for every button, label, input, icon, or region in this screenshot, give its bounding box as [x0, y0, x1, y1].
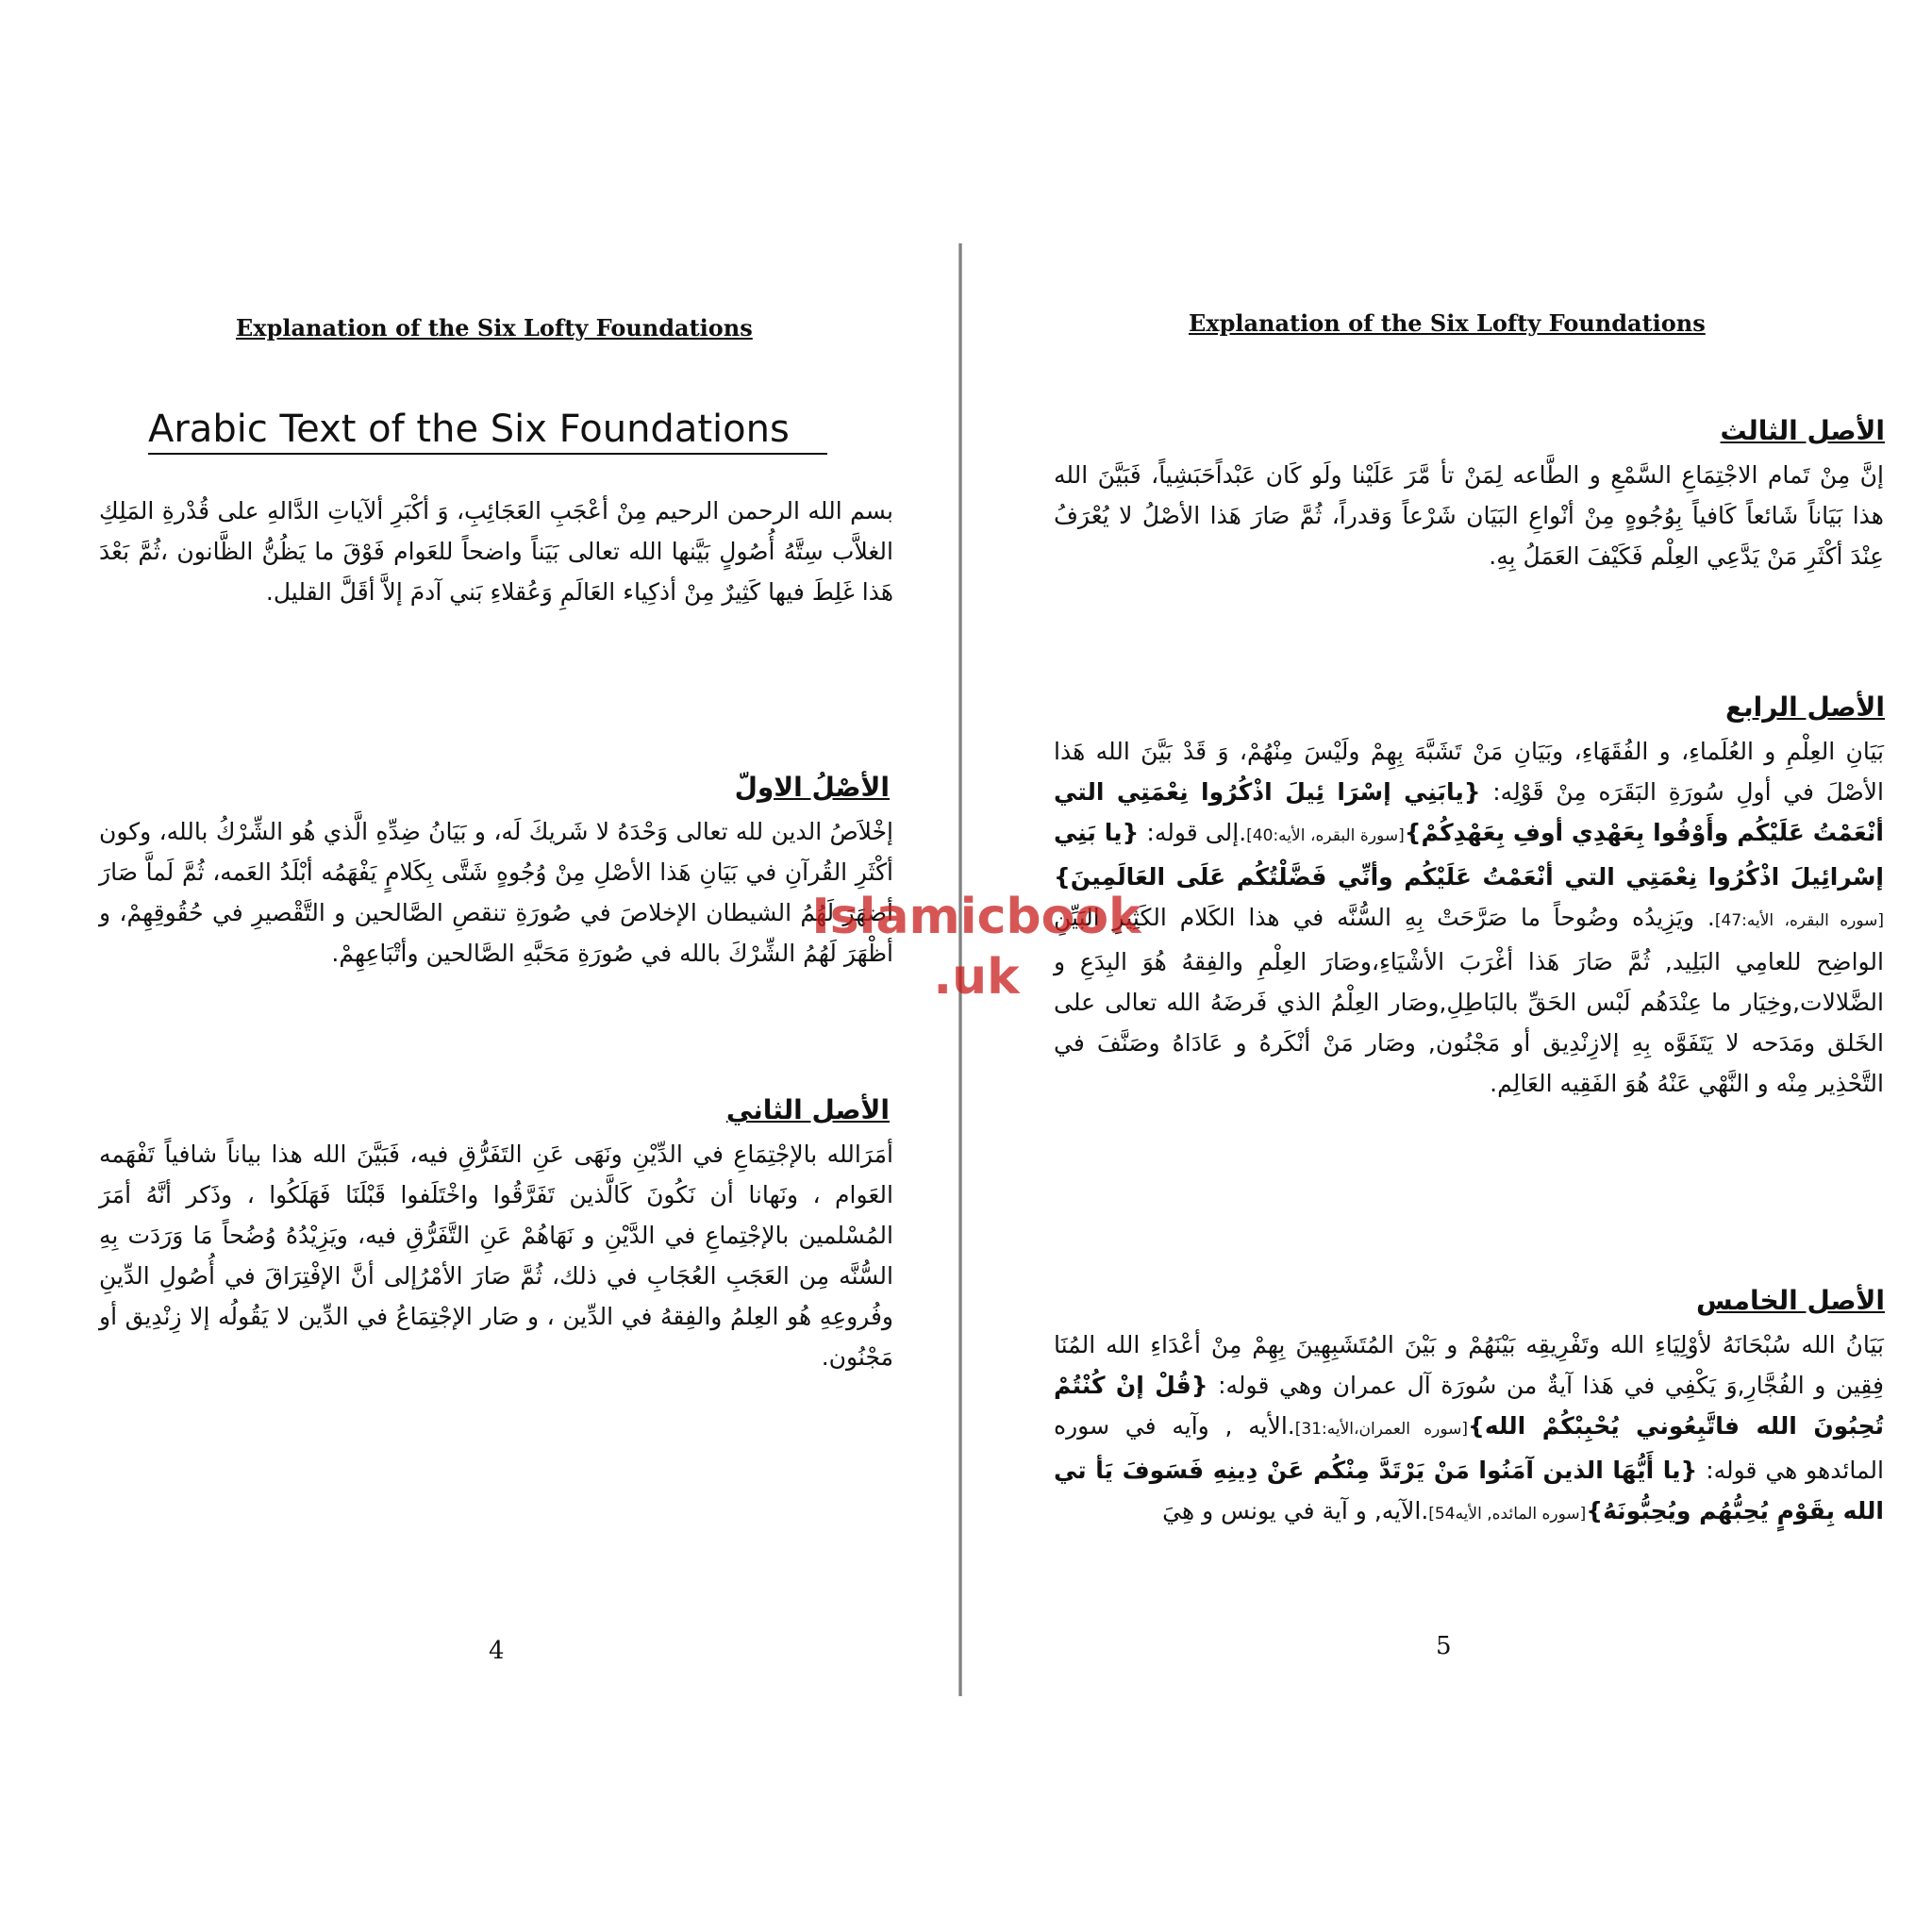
fourth-text-part1: بَيَانِ العِلْمِ و العُلَماءِ، و الفُقَهَاءِ، وبَيَانِ مَنْ تَشَبَّهَ بِهِمْ ولَيْسَ مِنْهُمْ، وَ قَدْ بَيَّنَ الله هَذا الأصْلَ في أولِ سُورَةِ البَقَرَه مِنْ قَوْلِه:: [1054, 738, 1885, 806]
page-number-left: 4: [489, 1637, 505, 1665]
fourth-text-part3: . ويَزِيدُه وضُوحاً ما صَرَّحَتْ بِهِ السُّنَّه في هذا الكَلام الكَثِيرِ البَيِّنِ الواضِح للعامِي البَلِيد, ثُمَّ صَارَ هَذا أغْرَبَ الأشْيَاءِ،وصَارَ العِلْمِ والفِقهُ هُوَ البِدَعِ و الضَّلالات,وخِيَار ما عِنْدَهُم لَبْس الحَقِّ بالبَاطِلِ,وصَار العِلْمُ الذي فَرضَهُ الله تعالى على الخَلق ومَدَحه لا يَتَفَوَّه بِهِ إلازِنْدِيق أو مَجْنُون, وصَار مَنْ أنْكَرهُ و عَادَاهُ وصَنَّفَ في التَّحْذِير مِنْه و النَّهْي عَنْهُ هُوَ الفَقِيه العَالِم.: [1054, 904, 1884, 1097]
quran-verse: {يا بَنِي إسْرائِيلَ اذْكُرُوا نِعْمَتِي التي أنْعَمْتُ عَلَيْكُم وأنِّي فَضَّلْتُكُم عَلَى العَالَمِينَ}: [1054, 819, 1884, 891]
fifth-text-part3: .الآيه, و آية في يونس و هِيَ: [1162, 1497, 1429, 1524]
right-page-header: Explanation of the Six Lofty Foundations: [1189, 309, 1706, 337]
watermark-line2: .uk: [933, 949, 1020, 1006]
watermark-line1: Islamicbook: [811, 889, 1141, 945]
verse-reference: [سورة البقره، الأيه:40]: [1246, 826, 1405, 845]
fifth-text-part1: بَيَانُ الله سُبْحَانَهُ لأوْلِيَاءِ الله وتَفْرِيقِه بَيْنَهُمْ و بَيْنَ المُتَشَبِهِينَ بِهِمْ مِنْ أعْدَاءِ الله المُنَا فِقِين و الفُجَّارِ,وَ يَكْفِي في هَذا آيةٌ من سُورَة آل عمران وهي قوله:: [1054, 1331, 1884, 1399]
book-spine: [958, 243, 962, 1696]
section-heading-third: الأصل الثالث: [1720, 415, 1885, 446]
section-text-third: إنَّ مِنْ تَمام الاجْتِمَاعِ السَّمْعِ و الطَّاعه لِمَنْ تأ مَّرَ عَلَيْنا ولَو كَان عَبْداًحَبَشِياً، فَبَيَّنَ الله هذا بَيَاناً شَائعاً كَافياً بِوُجُوهٍ مِنْ أنْواعِ البَيَان شَرْعاً وَقدراً، ثُمَّ صَارَ هَذا الأصْلُ لا يُعْرَفُ عِنْدَ أكْثَرِ مَنْ يَدَّعِي العِلْم فَكَيْفَ العَمَلُ بِهِ.: [1054, 461, 1884, 570]
section-text-fourth: [1054, 731, 1884, 1104]
page-number-right: 5: [1436, 1632, 1452, 1660]
verse-reference: [سوره المائده, الأيه54]: [1428, 1505, 1587, 1524]
section-heading-fourth: الأصل الرابع: [1724, 691, 1885, 723]
section-heading-fifth: الأصل الخامس: [1696, 1285, 1885, 1316]
page-title: Arabic Text of the Six Foundations: [148, 408, 827, 455]
section-heading-first: الأصْلُ الاولّ: [734, 772, 890, 803]
right-page: [976, 0, 1932, 1932]
section-text-fifth: [1054, 1324, 1884, 1535]
quran-verse: {يابَنِي إسْرَا ئِيلَ اذْكُرُوا نِعْمَتِي التي أنْعَمْتُ عَلَيْكُم وأَوْفُوا بِعَهْدِي أوفِ بِعَهْدِكُمْ}: [1054, 778, 1884, 846]
section-heading-second: الأصل الثاني: [725, 1094, 890, 1125]
fifth-text-part2: .الأيه , وآيه في سوره المائدهو هي قوله:: [1054, 1412, 1884, 1484]
quran-verse: {يا أَيُّهَا الذين آمَنُوا مَنْ يَرْتَدَّ مِنْكُم عَنْ دِينِهِ فَسَوفَ يَأ تي الله بِقَوْمٍ يُحِبُّهُم ويُحِبُّونَهُ}: [1054, 1457, 1884, 1524]
verse-reference: [سوره العمران،الأيه:31]: [1294, 1420, 1469, 1439]
section-text-first: إخْلاَصُ الدين لله تعالى وَحْدَهُ لا شَريكَ لَه، و بَيَانُ ضِدِّهِ الَّذي هُو الشِّرْكُ بالله، وكون أكْثَرِ القُرآنِ في بَيَانِ هَذا الأصْلِ مِنْ وُجُوهٍ شَتَّى بِكَلامٍ يَفْهَمُه أبْلَدُ العَمه، ثُمَّ لَماَّ صَارَ أضهَرَ لَهُمُ الشيطان الإخلاصَ في صُورَةِ تنقصِ الصَّالحين و التَّقْصيرِ في حُقُوقِهِمْ، و أظْهَرَ لَهُمُ الشِّرْكَ بالله في صُورَةِ مَحَبَّهِ الصَّالحين وأتْبَاعِهِمْ.: [99, 818, 893, 967]
quran-verse: {قُلْ إنْ كُنْتُمْ تُحِبُونَ الله فاتَّبِعُوني يُحْبِبْكُمْ الله}: [1054, 1372, 1884, 1440]
verse-reference: [سوره البقره، الأيه:47]: [1714, 911, 1884, 930]
fourth-text-part2: .إلى قوله:: [1139, 819, 1247, 846]
intro-paragraph: بسم الله الرحمن الرحيم مِنْ أعْجَبِ العَجَائِبِ، وَ أكْبَرِ ألآياتِ الدَّالهِ على قُدْرةِ المَلِكِ الغلاَّب سِتَّهُ أُصُولٍ بَيَّنها الله تعالى بَيَناً واضحاً للعَوام فَوْقَ ما يَظُنُّ الظَّانون ،ثُمَّ بَعْدَ هَذا غَلِطَ فيها كَثِيرٌ مِنْ أذكِياء العَالَمِ وَعُقلاءِ بَني آدمَ إلاَّ أقَلَّ القليل.: [99, 497, 893, 606]
section-text-second: أمَرَالله بالإجْتِمَاعِ في الدِّيْنِ ونَهَى عَنِ التَفَرُّقِ فيه، فَبَيَّنَ الله هذا بياناً شافياً تَفْهَمه العَوام ، ونَهانا أن نَكُونَ كَالَّذين تَفَرَّقُوا واخْتَلَفوا قَبْلَنَا فَهَلَكُوا ، وذَكر أنَّهُ أمَرَ المُسْلمين بالإجْتِماعِ في الدَّيْنِ و نَهَاهُمْ عَنِ التَّفَرُّقِ فيه، ويَزِيْدُهُ وُضُحاً مَا وَرَدَت بِهِ السُّنَّه مِن العَجَبِ العُجَابِ في ذلك، ثُمَّ صَارَ الأمْرُإلى أنَّ الإفْتِرَاقَ في أُصُولِ الدِّينِ وفُروعِهِ هُو العِلمُ والفِقهُ في الدِّين ، و صَار الإجْتِمَاعُ في الدِّين لا يَقُولُه إلا زِنْدِيق أو مَجْنُون.: [99, 1141, 893, 1371]
left-page-header: Explanation of the Six Lofty Foundations: [236, 314, 753, 341]
